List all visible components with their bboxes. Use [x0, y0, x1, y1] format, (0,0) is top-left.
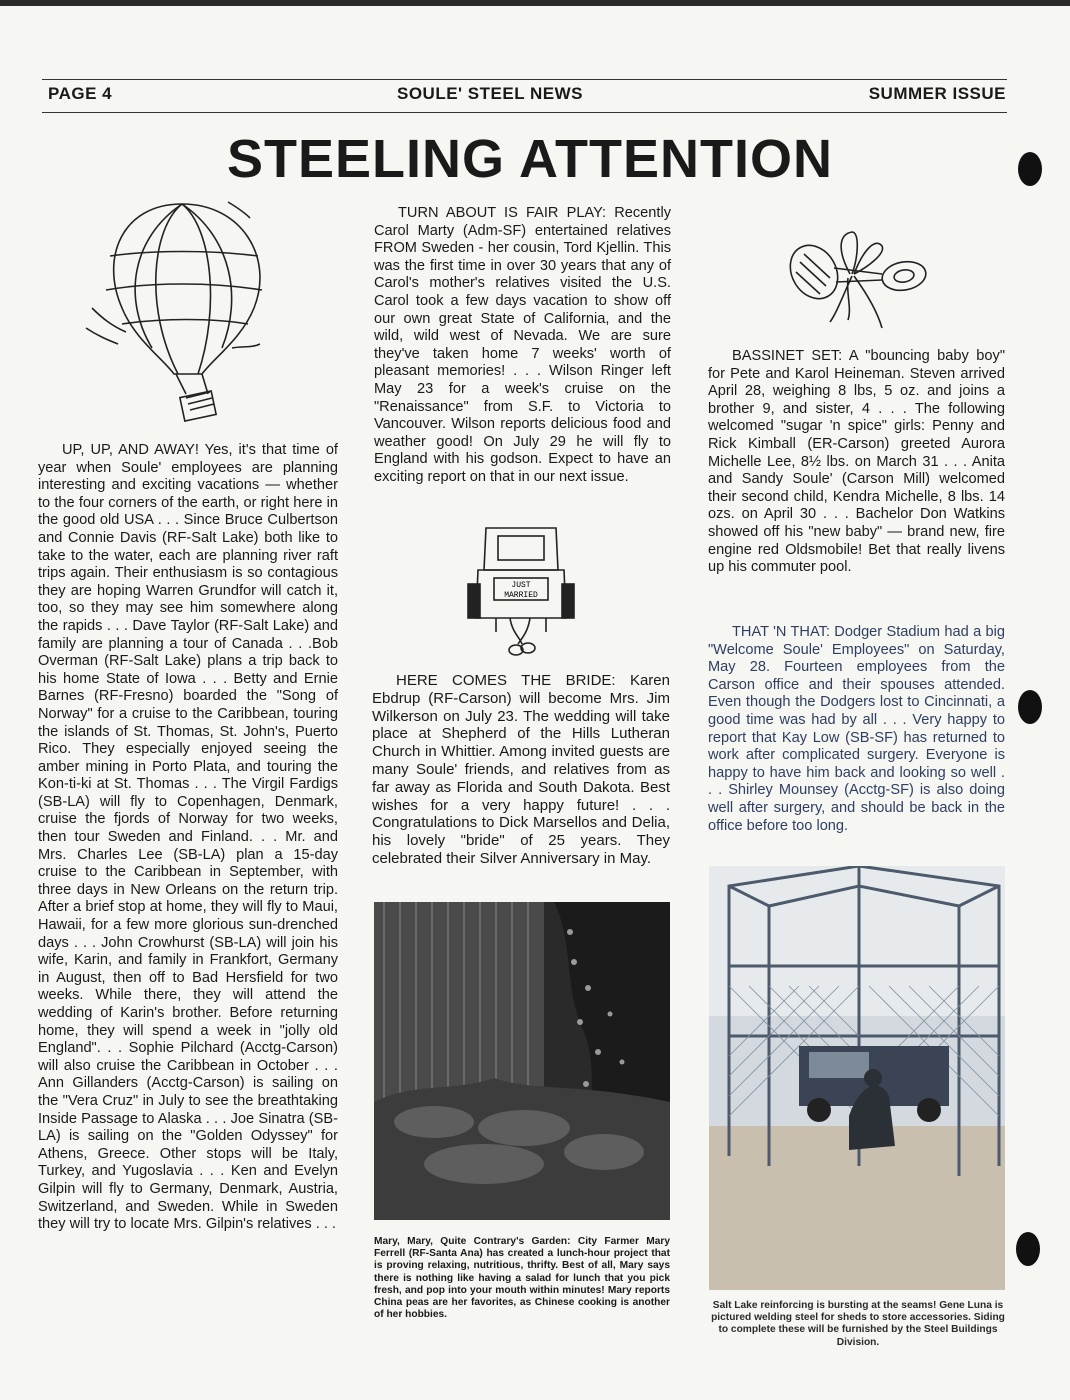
article-text: BASSINET SET: A "bouncing baby boy" for Pete and Karol Heineman. Steven arrived April 28, weighing 8 lbs, 5 oz. and joins a brother 9, and sister, 4 . . . The following welcomed "sugar 'n spice" girls: Penny and Rick Kimball (ER-Carson) greeted Aurora Michelle Lee, 8½ lbs. on March 31 . . . Anita and Sandy Soule' (Carson Mill) welcomed their second child, Kendra Michelle, 8 lbs. 14 ozs. on April 30 . . . Bachelor Don Watkins showed off his "new baby" — brand new, fire engine red Oldsmobile! Bet that really livens up his commuter pool.	[708, 348, 1005, 576]
article-text: HERE COMES THE BRIDE: Karen Ebdrup (RF-Carson) will become Mrs. Jim Wilkerson on July 23. The wedding will take place at Shepherd of the Hills Lutheran Church in Whittier. Among invited guests are many Soule' friends, and relatives from as far away as Florida and South Dakota. Best wishes for a very happy future! . . . Congratulations to Dick Marsellos and Delia, his lovely "bride" of 25 years. They celebrated their Silver Anniversary in May.	[372, 672, 670, 867]
article-that-n-that	[708, 624, 1005, 845]
baby-rattle-drawing-icon	[786, 228, 946, 332]
car-sign-line1: JUST	[511, 581, 531, 590]
garden-photo-caption: Mary, Mary, Quite Contrary's Garden: City Farmer Mary Ferrell (RF-Santa Ana) has created a lunch-hour project that is proving relaxing, nutritious, thrifty. Best of all, Mary says there is nothing like having a salad for lunch that you pick fresh, and pop into your mouth within minutes! Mary reports China peas are her favorites, as Chinese cooking is another of her hobbies.	[374, 1236, 670, 1321]
binder-hole-mark	[1018, 152, 1042, 186]
article-text: THAT 'N THAT: Dodger Stadium had a big "Welcome Soule' Employees" on Saturday, May 28. Fourteen employees from the Carson office and their spouses attended. Even though the Dodgers lost to Cincinnati, a good time was had by all . . . Very happy to report that Kay Low (SB-SF) has returned to work after complicated surgery. Everyone is happy to have him back and looking so well . . . Shirley Mounsey (Acctg-SF) is also doing well after surgery, and should be back in the office before too long.	[708, 624, 1005, 834]
scan-edge	[0, 0, 1070, 6]
binder-hole-mark	[1016, 1232, 1040, 1266]
garden-photo	[374, 902, 670, 1220]
car-sign-line2: MARRIED	[504, 591, 538, 600]
page-title: STEELING ATTENTION	[227, 129, 833, 189]
just-married-car-drawing-icon	[466, 522, 576, 662]
article-turn-about	[374, 205, 671, 497]
article-up-up-and-away	[38, 442, 338, 1244]
article-bassinet-set	[708, 348, 1005, 587]
article-here-comes-the-bride	[372, 672, 670, 878]
article-text: TURN ABOUT IS FAIR PLAY: Recently Carol Marty (Adm-SF) entertained relatives FROM Sweden - her cousin, Tord Kjellin. This was the first time in over 30 years that any of Carol's mother's relatives visited the U.S. Carol took a few days vacation to show off our own great State of California, and the wild, wild west of Nevada. We are sure they've taken home 7 weeks' worth of pleasant memories! . . . Wilson Ringer left May 23 for a week's cruise on the "Renaissance" from S.F. to Victoria to Vancouver. Wilson reports delicious food and weather good! On July 29 he will fly to England with his godson. Expect to have an exciting report on that in our next issue.	[374, 205, 671, 485]
issue-label: SUMMER ISSUE	[868, 84, 1006, 103]
salt-lake-photo-caption: Salt Lake reinforcing is bursting at the seams! Gene Luna is pictured welding steel for sheds to store accessories. Siding to complete these will be furnished by the Steel Buildings Division.	[711, 1300, 1005, 1348]
article-text: UP, UP, AND AWAY! Yes, it's that time of year when Soule' employees are planning interesting and exciting vacations — whether to the four corners of the earth, or right here in the good old USA . . . Since Bruce Culbertson and Connie Davis (RF-Salt Lake) both like to take to the water, each are planning river raft trips again. Their enthusiasm is so contagious they are hoping Warren Grundfor will catch it, too, so they may see him somewhere along the rapids . . . Dave Taylor (RF-Salt Lake) and family are planning a tour of Canada . . .Bob Overman (RF-Salt Lake) plans a trip back to his home State of Iowa . . . Betty and Ernie Barnes (RF-Fresno) boarded the "Song of Norway" for a cruise to the Caribbean, touring the islands of St. Thomas, St. John's, Puerto Rico. They especially enjoyed seeing the amber mining in Porto Plata, and touring the Kon-ti-ki at St. Thomas . . . The Virgil Fardigs (SB-LA) will fly to Copenhagen, Denmark, cruise the fjords of Norway for two weeks, then tour Sweden and Finland. . . Mr. and Mrs. Charles Lee (SB-LA) plan a 15-day cruise to the Caribbean in September, with three days in New Orleans on the return trip. After a brief stop at home, they will fly to Maui, Hawaii, for a few more glorious sun-drenched days . . . John Crowhurst (SB-LA) will join his wife, Karin, and family in Frankfort, Germany in August, then off to Bad Hersfield for two weeks. While there, they will attend the wedding of Karin's brother. Before returning home, they will spend a week in "jolly old England". . . Sophie Pilchard (Acctg-Carson) will also cruise the Caribbean in October . . . Ann Gillanders (Acctg-Carson) is sailing on the "Vera Cruz" in July to see the breathtaking Inside Passage to Alaska . . . Joe Sinatra (SB-LA) is sailing on the "Golden Odyssey" for Athens, Greece. Other stops will be Italy, Turkey, and Yugoslavia . . . Ken and Evelyn Gilpin will fly to Germany, Denmark, Austria, Switzerland, and Sweden. While in Sweden they will try to locate Mrs. Gilpin's relatives . . .	[38, 442, 338, 1233]
binder-hole-mark	[1018, 690, 1042, 724]
salt-lake-photo	[709, 866, 1005, 1290]
publication-name: SOULE' STEEL NEWS	[396, 84, 584, 103]
header-rule-bottom	[42, 112, 1007, 113]
hot-air-balloon-drawing-icon	[82, 198, 282, 426]
header-rule-top	[42, 79, 1007, 80]
page-number: PAGE 4	[48, 84, 113, 103]
